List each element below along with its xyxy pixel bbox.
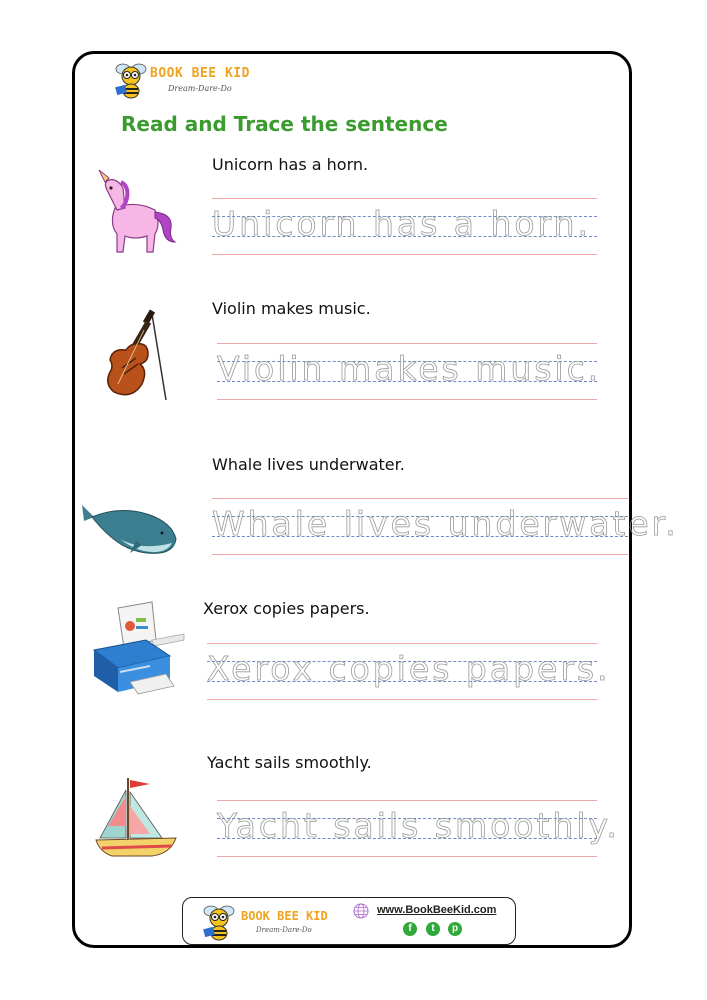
globe-icon xyxy=(353,903,369,919)
trace-text-2: Violin makes music. xyxy=(217,349,602,388)
whale-icon xyxy=(80,495,180,557)
brand-name: BOOK BEE KID xyxy=(150,66,250,81)
page-title: Read and Trace the sentence xyxy=(121,112,448,136)
unicorn-icon xyxy=(95,168,180,258)
trace-text-3: Whale lives underwater. xyxy=(212,504,679,543)
trace-text-1: Unicorn has a horn. xyxy=(212,204,591,243)
violin-icon xyxy=(102,308,174,403)
trace-area-5[interactable] xyxy=(217,800,620,856)
trace-text-5: Yacht sails smoothly. xyxy=(217,806,620,845)
trace-area-3[interactable] xyxy=(212,498,679,554)
trace-area-1[interactable] xyxy=(212,198,597,254)
twitter-icon[interactable]: t xyxy=(426,922,440,936)
bee-icon xyxy=(201,902,239,942)
pinterest-icon[interactable]: p xyxy=(448,922,462,936)
sentence-3: Whale lives underwater. xyxy=(212,455,405,474)
printer-icon xyxy=(90,600,185,700)
header-logo xyxy=(113,60,253,100)
footer-tagline: Dream-Dare-Do xyxy=(256,926,312,934)
sentence-2: Violin makes music. xyxy=(212,299,371,318)
sentence-1: Unicorn has a horn. xyxy=(212,155,369,174)
trace-area-4[interactable] xyxy=(207,643,611,699)
facebook-icon[interactable]: f xyxy=(403,922,417,936)
website-link[interactable]: www.BookBeeKid.com xyxy=(377,904,497,916)
trace-text-4: Xerox copies papers. xyxy=(207,649,611,688)
sailboat-icon xyxy=(92,776,182,860)
brand-tagline: Dream-Dare-Do xyxy=(168,84,232,93)
trace-area-2[interactable] xyxy=(217,343,602,399)
sentence-5: Yacht sails smoothly. xyxy=(207,753,372,772)
footer-banner xyxy=(182,897,516,945)
bee-icon xyxy=(113,60,151,100)
footer-brand-name: BOOK BEE KID xyxy=(241,909,328,923)
sentence-4: Xerox copies papers. xyxy=(203,599,370,618)
